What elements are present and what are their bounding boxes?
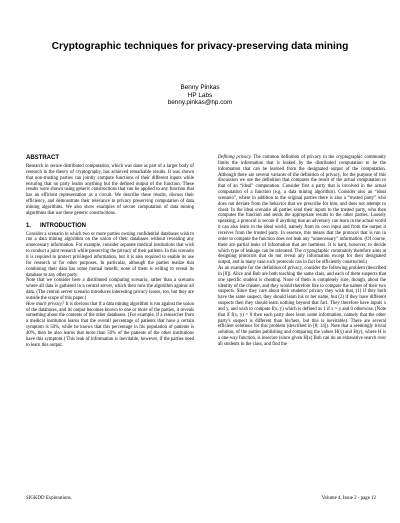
run-in-heading-defining-privacy: Defining privacy. bbox=[218, 155, 252, 160]
intro-paragraph-2: Note that we consider here a distributed computing scenario, rather than a scenario where all data is gathered in a central server, which then runs the algorithm against all data. (The central server scenario introduces interesting privacy issues, too, but they are outside the scope of this paper.) bbox=[26, 278, 194, 301]
example-paragraph: As an example for the definition of privacy, consider the following problem (described in [8]). Alice and Bob are both teaching the same class, and each of them suspects that one specific student is cheating. None of them is completely sure, though, about the identity of the cheater, and they would therefore like to compare the names of their two suspects. Since they care about their students' privacy they wish that, (1) if they both have the same suspect, they should learn his or her name, but (2) if they have different suspects then they should learn nothing beyond that fact. They therefore have inputs x and y, and wish to compute f(x, y) which is defined as 1 if x = y and 0 otherwise. (Note that if f(x, y) = 0 then each party does learn some information, namely that the other party's suspect is different than his/hers, but this is inevitable). There are several efficient solutions for this problem (described in [8; 14]). Note that a seemingly trivial solution, of the parties publishing and comparing the values H(x) and H(y), where H is a one-way function, is insecure (since given H(x) Bob can do an exhaustive search over all students in the class, and find the bbox=[218, 266, 386, 347]
intro-paragraph-3-text: It is obvious that if a data mining algorithm is run against the union of the databases, and its output becomes known to one or more of the parties, it reveals something about the contents of the other databases. (For example, if a researcher from a medical institution learns that the overall percentage of patients that have a certain symptom is 50%, while he knows that this percentage in his population of patients is 40%, then he also learns that more than 50% of the patients of the other institutions have this symptom.) This leak of information is inevitable, however, if the parties need to learn this output. bbox=[26, 301, 194, 348]
journal-name-footer: SIGKDD Explorations. bbox=[26, 496, 72, 501]
abstract-text: Research in secure distributed computation, which was done as part of a larger body of research in the theory of cryptography, has achieved remarkable results. It was shown that non-trusting parties can jointly compute functions of their different inputs while ensuring that no party learns anything but the defined output of the function. These results were shown using generic constructions that can be applied to any function that has an efficient representation as a circuit. We describe these results, discuss their efficiency, and demonstrate their relevance to privacy preserving computation of data mining algorithms. We also show examples of secure computation of data mining algorithms that use these generic constructions. bbox=[26, 164, 194, 216]
defining-privacy-text: The common definition of privacy in the cryptographic community limits the information that is leaked by the distributed computation to be the information that can be learned from the designated output of the computation. Although there are several variants of the definition of privacy, for the purpose of this discussion we use the definition that compares the result of the actual computation to that of an “ideal” computation. Consider first a party that is involved in the actual computation of a function (e.g. a data mining algorithm). Consider also an “ideal scenario”, where in addition to the original parties there is also a “trusted party” who does not deviate from the behavior that we prescribe for him, and does not attempt to cheat. In the ideal scenario all parties send their inputs to the trusted party, who then computes the function and sends the appropriate results to the other parties. Loosely speaking, a protocol is secure if anything that an adversary can learn in the actual world it can also learn in the ideal world, namely from its own input and from the output it receives from the trusted party. In essence, this means that the protocol that is run in order to compute the function does not leak any “unnecessary” information. (Of course, there are partial leaks of information that are harmless. It is hard, however, to decide which type of leakage can be tolerated. The cryptographic community therefore aims at designing protocols that do not reveal any information except for their designated output, and in many case such protocols can in fact be efficiently constructed.) bbox=[218, 155, 386, 266]
author-email: benny.pinkas@hp.com bbox=[167, 99, 233, 107]
left-column bbox=[26, 155, 194, 348]
author-block bbox=[100, 84, 300, 107]
section-heading-introduction bbox=[26, 223, 194, 230]
intro-paragraph-1: Consider a scenario in which two or more parties owning confidential databases wish to run a data mining algorithm on the union of their databases without revealing any unnecessary information. For example, consider separate medical institutions that wish to conduct a joint research while preserving the privacy of their patients. In this scenario it is required to protect privileged information, but it is also required to enable its use for research or for other purposes. In particular, although the parties realize that combining their data has some mutual benefit, none of them is willing to reveal its database to any other party. bbox=[26, 231, 194, 278]
author-affiliation: HP Labs bbox=[187, 91, 213, 99]
defining-privacy-paragraph bbox=[218, 155, 386, 266]
right-column bbox=[218, 155, 386, 348]
abstract-heading: ABSTRACT bbox=[26, 155, 59, 161]
paper-title: Cryptographic techniques for privacy-preserving data mining bbox=[51, 41, 349, 52]
volume-page-footer: Volume 4, Issue 2 - page 12 bbox=[321, 496, 376, 501]
section-number: 1. bbox=[26, 222, 32, 229]
intro-paragraph-3 bbox=[26, 302, 194, 349]
section-title: INTRODUCTION bbox=[40, 222, 86, 229]
run-in-heading-how-much-privacy: How much privacy? bbox=[26, 301, 65, 307]
author-name: Benny Pinkas bbox=[180, 84, 220, 91]
